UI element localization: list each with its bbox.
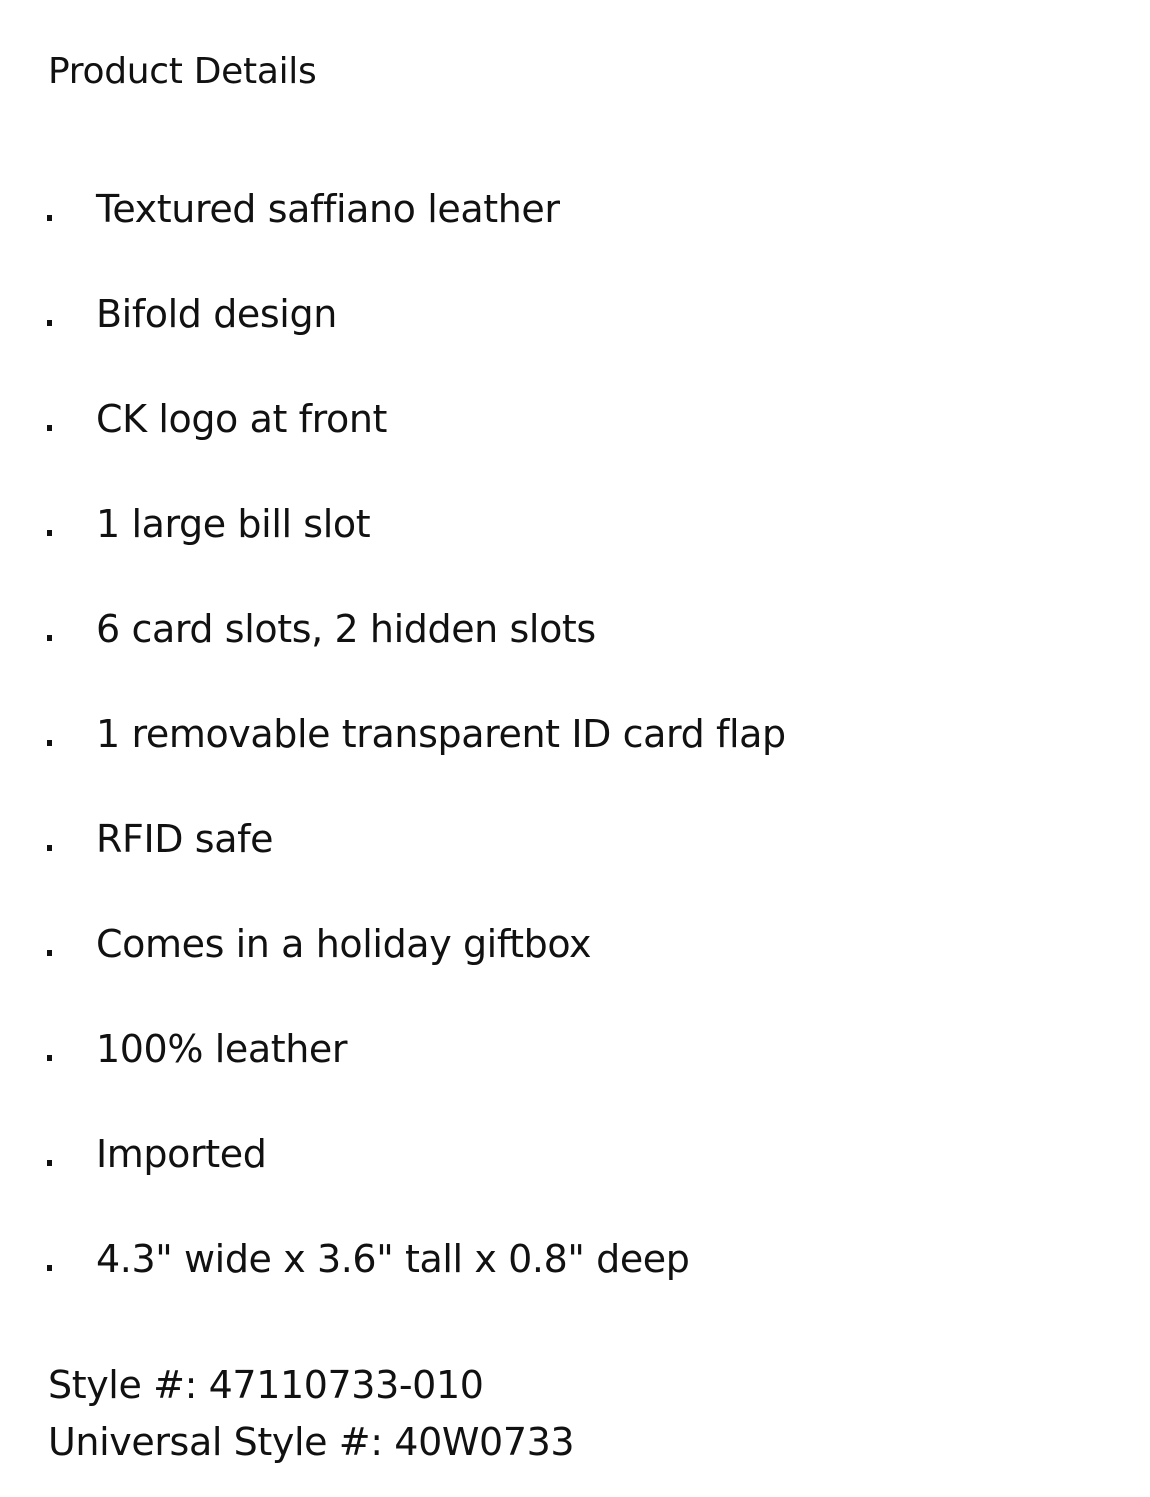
bullet-icon (47, 215, 52, 221)
bullet-icon (47, 530, 52, 536)
list-item (0, 709, 1100, 759)
bullet-icon (47, 1160, 52, 1166)
list-item-text: Bifold design (96, 292, 337, 336)
bullet-icon (47, 425, 52, 431)
list-item (0, 289, 1100, 339)
list-item (0, 499, 1100, 549)
bullet-icon (47, 320, 52, 326)
style-number: Style #: 47110733-010 (48, 1363, 484, 1407)
list-item-text: 1 large bill slot (96, 502, 371, 546)
list-item-text: RFID safe (96, 817, 274, 861)
bullet-icon (47, 635, 52, 641)
list-item-text: 100% leather (96, 1027, 348, 1071)
list-item (0, 604, 1100, 654)
list-item (0, 919, 1100, 969)
bullet-icon (47, 950, 52, 956)
bullet-icon (47, 845, 52, 851)
list-item (0, 184, 1100, 234)
list-item (0, 1024, 1100, 1074)
list-item (0, 394, 1100, 444)
list-item-text: Imported (96, 1132, 267, 1176)
list-item (0, 814, 1100, 864)
universal-style-number: Universal Style #: 40W0733 (48, 1420, 575, 1464)
list-item (0, 1234, 1100, 1284)
list-item-text: 6 card slots, 2 hidden slots (96, 607, 596, 651)
list-item-text: Textured saffiano leather (96, 187, 560, 231)
section-title: Product Details (48, 51, 317, 92)
bullet-icon (47, 1055, 52, 1061)
list-item (0, 1129, 1100, 1179)
list-item-text: Comes in a holiday giftbox (96, 922, 592, 966)
list-item-text: 4.3" wide x 3.6" tall x 0.8" deep (96, 1237, 690, 1281)
list-item-text: CK logo at front (96, 397, 388, 441)
list-item-text: 1 removable transparent ID card flap (96, 712, 786, 756)
bullet-icon (47, 1265, 52, 1271)
bullet-icon (47, 740, 52, 746)
